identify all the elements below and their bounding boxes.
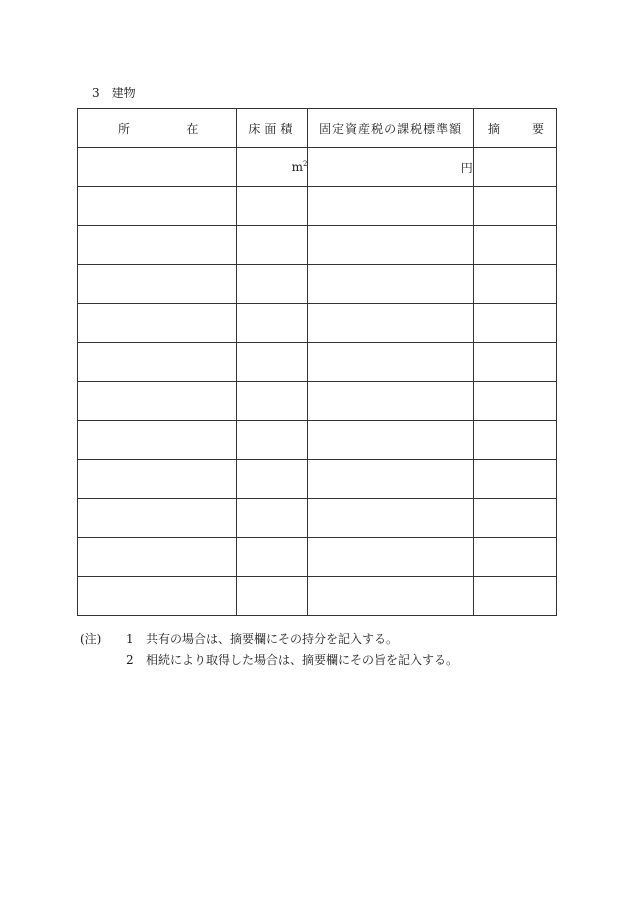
header-tax-value-label: 固定資産税の課税標準額 <box>319 121 463 136</box>
table-row <box>78 265 557 304</box>
tax-value-cell[interactable] <box>308 538 473 577</box>
table-row <box>78 382 557 421</box>
header-location-char-2: 在 <box>186 121 199 136</box>
tax-value-cell[interactable] <box>308 421 473 460</box>
floor-area-cell[interactable] <box>237 226 308 265</box>
tax-value-cell[interactable] <box>308 265 473 304</box>
remarks-cell[interactable] <box>473 382 556 421</box>
table-header-row <box>78 109 557 148</box>
note-text: 共有の場合は、摘要欄にその持分を記入する。 <box>146 632 399 646</box>
location-cell[interactable] <box>78 148 237 187</box>
notes-prefix: (注) <box>80 632 102 646</box>
note-item <box>80 629 458 650</box>
floor-area-cell[interactable] <box>237 538 308 577</box>
area-unit: $m^2$ <box>291 160 308 174</box>
location-cell[interactable] <box>78 577 237 616</box>
table-row <box>78 226 557 265</box>
remarks-cell[interactable] <box>473 226 556 265</box>
location-cell[interactable] <box>78 226 237 265</box>
remarks-cell[interactable] <box>473 499 556 538</box>
header-remarks-char-1: 摘 <box>487 121 500 136</box>
floor-area-cell[interactable] <box>237 187 308 226</box>
table-row <box>78 460 557 499</box>
remarks-cell[interactable] <box>473 304 556 343</box>
header-floor-area-label: 床面積 <box>248 121 297 136</box>
floor-area-cell[interactable] <box>237 304 308 343</box>
tax-value-cell[interactable] <box>308 226 473 265</box>
tax-value-cell[interactable] <box>308 343 473 382</box>
floor-area-cell[interactable] <box>237 499 308 538</box>
location-cell[interactable] <box>78 304 237 343</box>
note-item <box>80 650 458 671</box>
remarks-cell[interactable] <box>473 265 556 304</box>
section-heading <box>92 84 136 101</box>
remarks-cell[interactable] <box>473 421 556 460</box>
table-row <box>78 148 557 187</box>
table-row <box>78 499 557 538</box>
floor-area-cell[interactable] <box>237 460 308 499</box>
tax-value-cell[interactable] <box>308 499 473 538</box>
tax-value-cell[interactable] <box>308 187 473 226</box>
floor-area-cell[interactable] <box>237 577 308 616</box>
remarks-cell[interactable] <box>473 343 556 382</box>
header-remarks-char-2: 要 <box>531 121 544 136</box>
header-location <box>78 109 237 148</box>
location-cell[interactable] <box>78 187 237 226</box>
note-number: 2 <box>126 653 134 667</box>
table-row <box>78 577 557 616</box>
remarks-cell[interactable] <box>473 577 556 616</box>
location-cell[interactable] <box>78 343 237 382</box>
tax-value-cell[interactable] <box>308 460 473 499</box>
floor-area-cell[interactable] <box>237 343 308 382</box>
table-row <box>78 538 557 577</box>
header-floor-area <box>237 109 308 148</box>
location-cell[interactable] <box>78 460 237 499</box>
section-title: 建物 <box>111 86 136 100</box>
note-number: 1 <box>126 632 134 646</box>
table-row <box>78 343 557 382</box>
tax-value-cell[interactable] <box>308 577 473 616</box>
floor-area-cell[interactable] <box>237 265 308 304</box>
location-cell[interactable] <box>78 382 237 421</box>
location-cell[interactable] <box>78 499 237 538</box>
location-cell[interactable] <box>78 538 237 577</box>
header-location-char-1: 所 <box>118 121 131 136</box>
header-tax-value <box>308 109 473 148</box>
currency-unit: 円 <box>460 160 473 175</box>
tax-value-cell[interactable] <box>308 382 473 421</box>
section-number: 3 <box>92 86 100 100</box>
floor-area-cell[interactable] <box>237 421 308 460</box>
location-cell[interactable] <box>78 265 237 304</box>
note-text: 相続により取得した場合は、摘要欄にその旨を記入する。 <box>146 653 459 667</box>
notes <box>80 629 458 671</box>
remarks-cell[interactable] <box>473 187 556 226</box>
remarks-cell[interactable] <box>473 538 556 577</box>
location-cell[interactable] <box>78 421 237 460</box>
remarks-cell[interactable] <box>473 148 556 187</box>
tax-value-cell[interactable] <box>308 304 473 343</box>
remarks-cell[interactable] <box>473 460 556 499</box>
floor-area-cell[interactable] <box>237 148 308 187</box>
table-row <box>78 421 557 460</box>
tax-value-cell[interactable] <box>308 148 473 187</box>
floor-area-cell[interactable] <box>237 382 308 421</box>
header-remarks <box>473 109 556 148</box>
table-row <box>78 304 557 343</box>
table-row <box>78 187 557 226</box>
buildings-table <box>77 108 557 616</box>
